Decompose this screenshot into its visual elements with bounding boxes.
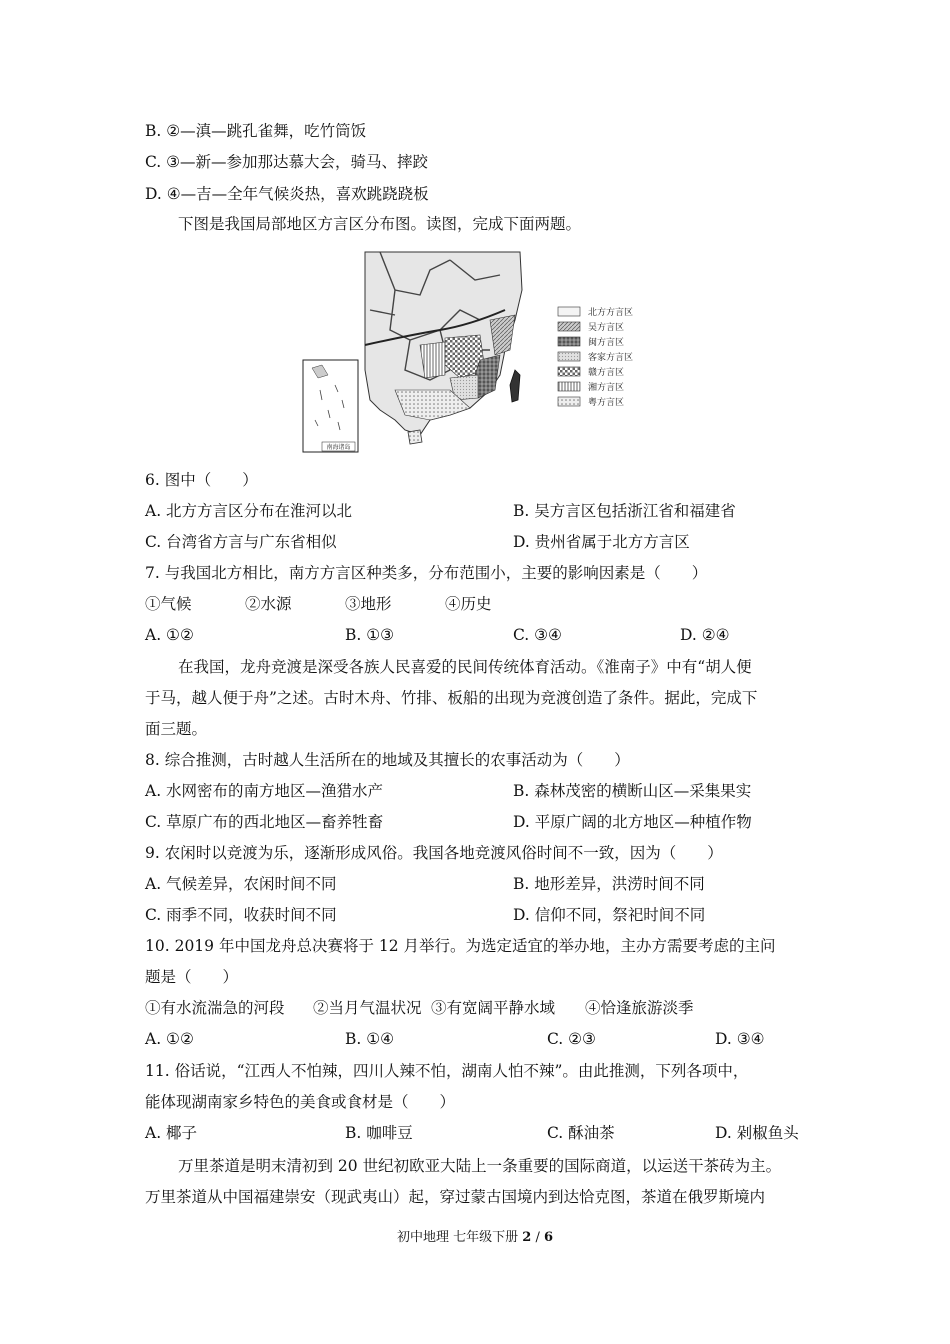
q10-item-3: ③有宽阔平静水域 [431,999,556,1017]
legend-min: 闽方言区 [588,338,625,348]
q5-option-b: B. ②—滇—跳孔雀舞，吃竹筒饭 [145,122,367,140]
q7-option-b: B. ①③ [345,626,395,644]
q8-row-2 [145,812,795,832]
page-footer [0,1226,950,1245]
q7-item-1: ①气候 [145,595,192,613]
q6-option-c: C. 台湾省方言与广东省相似 [145,533,337,551]
q6-option-b: B. 吴方言区包括浙江省和福建省 [513,502,736,520]
hainan-island [408,430,422,444]
q10-option-c: C. ②③ [547,1030,596,1048]
map-legend [558,306,633,408]
passage1-line-2: 于马，越人便于舟”之述。古时木舟、竹排、板船的出现为竞渡创造了条件。据此，完成下 [145,689,758,707]
q8-option-d: D. 平原广阔的北方地区—种植作物 [513,813,752,831]
legend-kejia: 客家方言区 [588,353,634,363]
q8-row-1 [145,781,795,801]
q11-stem-line-2: 能体现湖南家乡特色的美食或食材是（ ） [145,1093,456,1111]
q10-item-1: ①有水流湍急的河段 [145,999,285,1017]
q9-option-a: A. 气候差异，农闲时间不同 [145,875,337,893]
q10-stem-line-2: 题是（ ） [145,968,239,986]
legend-wu: 吴方言区 [588,323,625,333]
q11-option-c: C. 酥油茶 [547,1124,615,1142]
footer-page-number: 2 [522,1230,532,1245]
q7-option-a: A. ①② [145,626,194,644]
inset-label: 南海诸岛 [326,444,351,451]
q9-option-c: C. 雨季不同，收获时间不同 [145,906,337,924]
q10-item-2: ②当月气温状况 [313,999,422,1017]
q10-option-a: A. ①② [145,1030,194,1048]
q5-option-d: D. ④—吉—全年气候炎热，喜欢跳跷跷板 [145,185,429,203]
passage1-line-1: 在我国，龙舟竞渡是深受各族人民喜爱的民间传统体育活动。《淮南子》中有“胡人便 [178,658,752,676]
q8-option-a: A. 水网密布的南方地区—渔猎水产 [145,782,384,800]
passage2-line-1: 万里茶道是明末清初到 20 世纪初欧亚大陆上一条重要的国际商道，以运送干茶砖为主。 [178,1157,782,1175]
q9-stem: 9. 农闲时以竞渡为乐，逐渐形成风俗。我国各地竞渡风俗时间不一致，因为（ ） [145,844,723,862]
q11-stem-line-1: 11. 俗话说，“江西人不怕辣，四川人辣不怕，湖南人怕不辣”。由此推测，下列各项中， [145,1062,749,1080]
legend-gan: 赣方言区 [588,368,625,378]
q6-stem: 6. 图中（ ） [145,471,258,489]
q7-option-d: D. ②④ [680,626,730,644]
q10-option-b: B. ①④ [345,1030,395,1048]
q10-item-4: ④恰逢旅游淡季 [585,999,694,1017]
q9-row-2 [145,905,795,925]
q6-option-d: D. 贵州省属于北方方言区 [513,533,690,551]
taiwan-island [510,370,520,402]
dialect-map [300,250,660,455]
q7-stem: 7. 与我国北方相比，南方方言区种类多，分布范围小，主要的影响因素是（ ） [145,564,708,582]
footer-separator: / [531,1230,544,1245]
passage2-line-2: 万里茶道从中国福建崇安（现武夷山）起，穿过蒙古国境内到达恰克图，茶道在俄罗斯境内 [145,1188,766,1206]
map-intro: 下图是我国局部地区方言区分布图。读图，完成下面两题。 [178,215,582,233]
q10-stem-line-1: 10. 2019 年中国龙舟总决赛将于 12 月举行。为选定适宜的举办地，主办方需要考虑的主问 [145,937,776,955]
q9-option-b: B. 地形差异，洪涝时间不同 [513,875,705,893]
q6-option-a: A. 北方方言区分布在淮河以北 [145,502,353,520]
q7-item-2: ②水源 [245,595,292,613]
footer-subject: 初中地理 七年级下册 [396,1230,519,1245]
legend-xiang: 湘方言区 [588,383,625,393]
q8-stem: 8. 综合推测，古时越人生活所在的地域及其擅长的农事活动为（ ） [145,751,630,769]
q5-option-c: C. ③—新—参加那达慕大会，骑马、摔跤 [145,153,429,171]
q7-item-3: ③地形 [345,595,392,613]
q9-option-d: D. 信仰不同，祭祀时间不同 [513,906,706,924]
q7-option-c: C. ③④ [513,626,562,644]
q10-option-d: D. ③④ [715,1030,765,1048]
passage1-line-3: 面三题。 [145,720,208,738]
south-sea-inset [303,360,358,452]
q11-option-d: D. 剁椒鱼头 [715,1124,799,1142]
q8-option-b: B. 森林茂密的横断山区—采集果实 [513,782,752,800]
legend-beifang: 北方方言区 [588,308,634,318]
legend-yue: 粤方言区 [588,398,625,408]
q8-option-c: C. 草原广布的西北地区—畜养牲畜 [145,813,384,831]
q6-row-1 [145,501,795,521]
q6-row-2 [145,532,795,552]
q11-option-a: A. 椰子 [145,1124,198,1142]
footer-page-total: 6 [543,1230,554,1245]
q7-item-4: ④历史 [445,595,492,613]
q11-option-b: B. 咖啡豆 [345,1124,413,1142]
q9-row-1 [145,874,795,894]
